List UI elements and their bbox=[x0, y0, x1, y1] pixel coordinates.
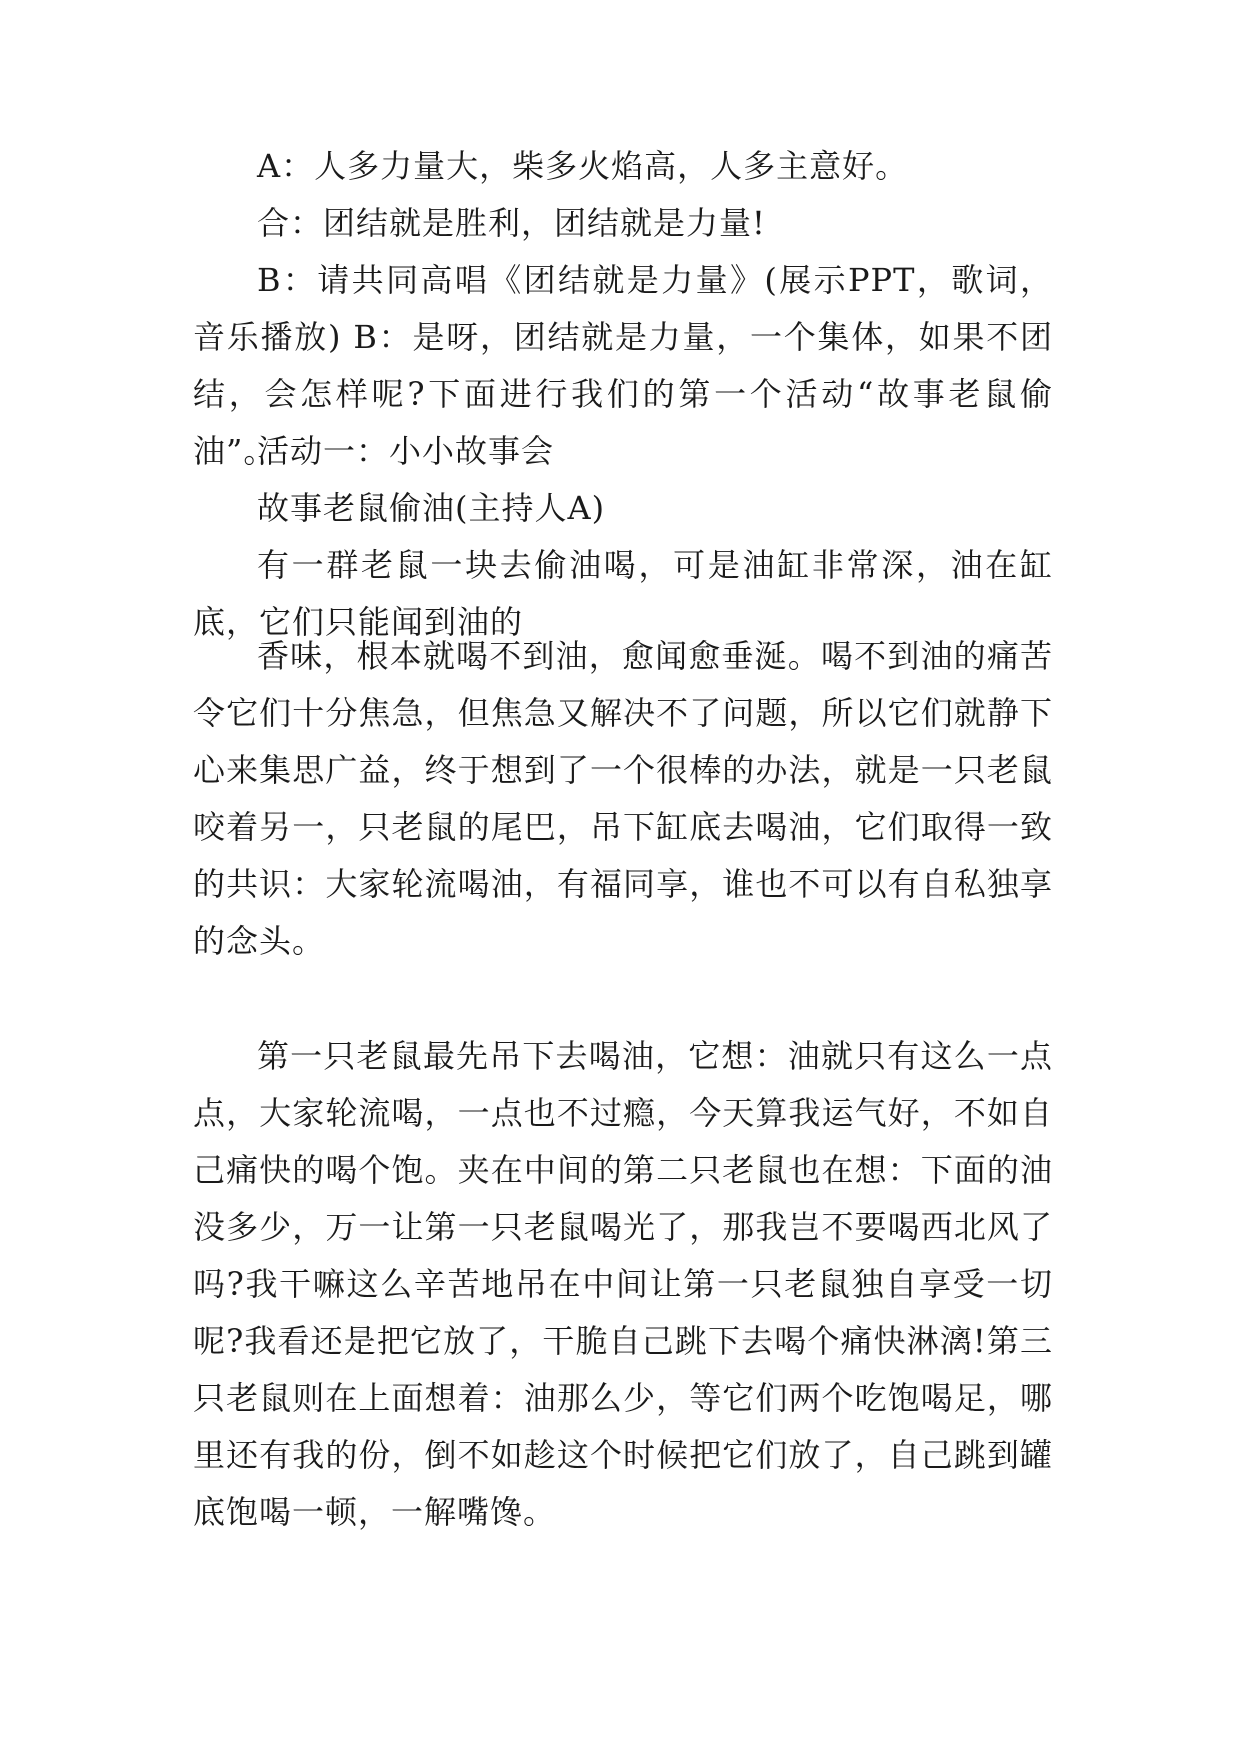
paragraph-2: 合：团结就是胜利，团结就是力量! bbox=[257, 204, 766, 242]
paragraph-6: 有一群老鼠一块去偷油喝，可是油缸非常深，油在缸底，它们只能闻到油的 bbox=[193, 546, 1053, 641]
paragraph-5: 故事老鼠偷油(主持人A) bbox=[257, 489, 606, 527]
paragraph-4: 活动一：小小故事会 bbox=[257, 432, 555, 470]
paragraph-7: 香味，根本就喝不到油，愈闻愈垂涎。喝不到油的痛苦令它们十分焦急，但焦急又解决不了问题，所以它们就静下心来集思广益，终于想到了一个很棒的办法，就是一只老鼠咬着另一，只老鼠的尾巴，吊下缸底去喝油，它们取得一致的共识：大家轮流喝油，有福同享，谁也不可以有自私独享的念头。 bbox=[193, 637, 1053, 960]
paragraph-3: B：请共同高唱《团结就是力量》(展示PPT，歌词，音乐播放) B：是呀，团结就是力量，一个集体，如果不团结，会怎样呢?下面进行我们的第一个活动“故事老鼠偷油”。 bbox=[193, 261, 1053, 470]
paragraph-1: A：人多力量大，柴多火焰高，人多主意好。 bbox=[257, 147, 909, 185]
paragraph-8: 第一只老鼠最先吊下去喝油，它想：油就只有这么一点点，大家轮流喝，一点也不过瘾，今天算我运气好，不如自己痛快的喝个饱。夹在中间的第二只老鼠也在想：下面的油没多少，万一让第一只老鼠喝光了，那我岂不要喝西北风了吗?我干嘛这么辛苦地吊在中间让第一只老鼠独自享受一切呢?我看还是把它放了，干脆自己跳下去喝个痛快淋漓!第三只老鼠则在上面想着：油那么少，等它们两个吃饱喝足，哪里还有我的份，倒不如趁这个时候把它们放了，自己跳到罐底饱喝一顿，一解嘴馋。 bbox=[193, 1037, 1053, 1531]
